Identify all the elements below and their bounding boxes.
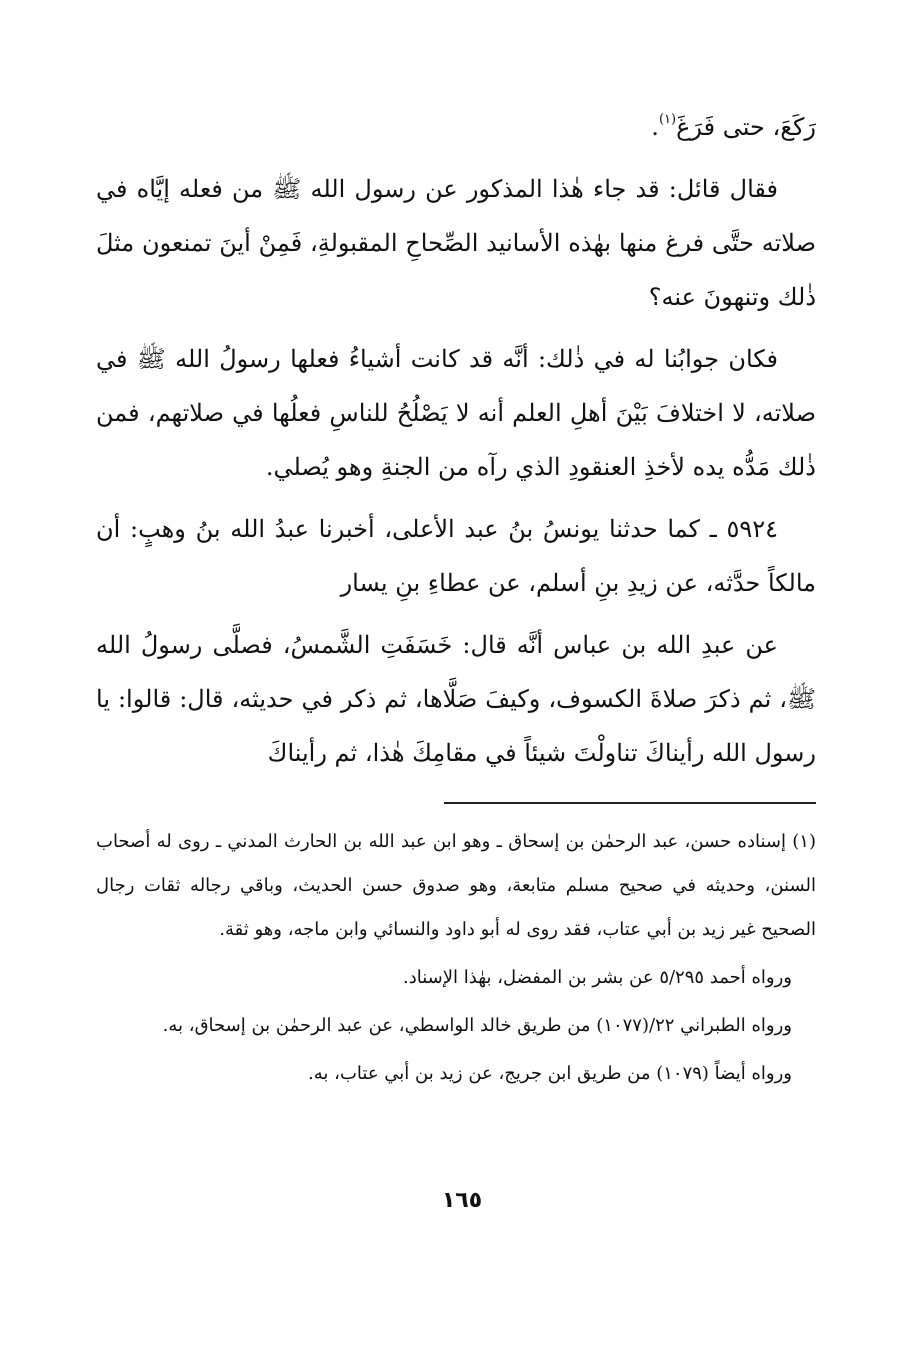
footnote-1-source-tabarani: ورواه الطبراني ٢٢/(١٠٧٧) من طريق خالد الواسطي، عن عبد الرحمٰن بن إسحاق، به. (162, 1015, 792, 1036)
footnote-divider (444, 802, 816, 804)
paragraph-hadith-chain: ٥٩٢٤ ـ كما حدثنا يونسُ بنُ عبد الأعلى، أخبرنا عبدُ الله بنُ وهبٍ: أن مالكاً حدَّثه، عن زيدِ بنِ أسلم، عن عطاءِ بنِ يسار (96, 515, 816, 597)
main-text-body (96, 100, 816, 788)
page-number: ١٦٥ (441, 1188, 483, 1213)
paragraph-answer: فكان جوابُنا له في ذٰلك: أنَّه قد كانت أشياءُ فعلها رسولُ الله ﷺ في صلاته، لا اختلافَ بَيْنَ أهلِ العلم أنه لا يَصْلُحُ للناسِ فعلُها في صلاتهم، فمن ذٰلك مَدُّه يده لأخذِ العنقودِ الذي رآه من الجنةِ وهو يُصلي. (96, 345, 816, 481)
continuation-text: رَكَعَ، حتى فَرَغَ (676, 113, 816, 141)
paragraph-hadith-text: عن عبدِ الله بن عباس أنَّه قال: خَسَفَتِ الشَّمسُ، فصلَّى رسولُ الله ﷺ، ثم ذكرَ صلاةَ الكسوف، وكيفَ صَلَّاها، ثم ذكر في حديثه، قال: قالوا: يا رسول الله رأيناكَ تناولْتَ شيئاً في مقامِكَ هٰذا، ثم رأيناكَ (96, 631, 816, 767)
footnote-1: (١) إسناده حسن، عبد الرحمٰن بن إسحاق ـ وهو ابن عبد الله بن الحارث المدني ـ روى له أصحاب السنن، وحديثه في صحيح مسلم متابعة، وهو صدوق حسن الحديث، وباقي رجاله ثقات رجال الصحيح غير زيد بن أبي عتاب، فقد روى له أبو داود والنسائي وابن ماجه، وهو ثقة. (96, 831, 816, 940)
paragraph-question: فقال قائل: قد جاء هٰذا المذكور عن رسول الله ﷺ من فعله إيَّاه في صلاته حتَّى فرغ منها بهٰذه الأسانيد الصِّحاحِ المقبولةِ، فَمِنْ أينَ تمنعون مثلَ ذٰلك وتنهونَ عنه؟ (96, 175, 816, 311)
footnotes-section (96, 820, 816, 1100)
paragraph-continuation (96, 100, 816, 154)
footnote-1-source-ahmad: ورواه أحمد ٥/٢٩٥ عن بشر بن المفضل، بهٰذا الإسناد. (403, 967, 792, 988)
continuation-end: . (651, 113, 659, 141)
footnote-reference: (١) (658, 112, 677, 127)
footnote-1-source-tabarani-2: ورواه أيضاً (١٠٧٩) من طريق ابن جريج، عن زيد بن أبي عتاب، به. (308, 1063, 792, 1084)
